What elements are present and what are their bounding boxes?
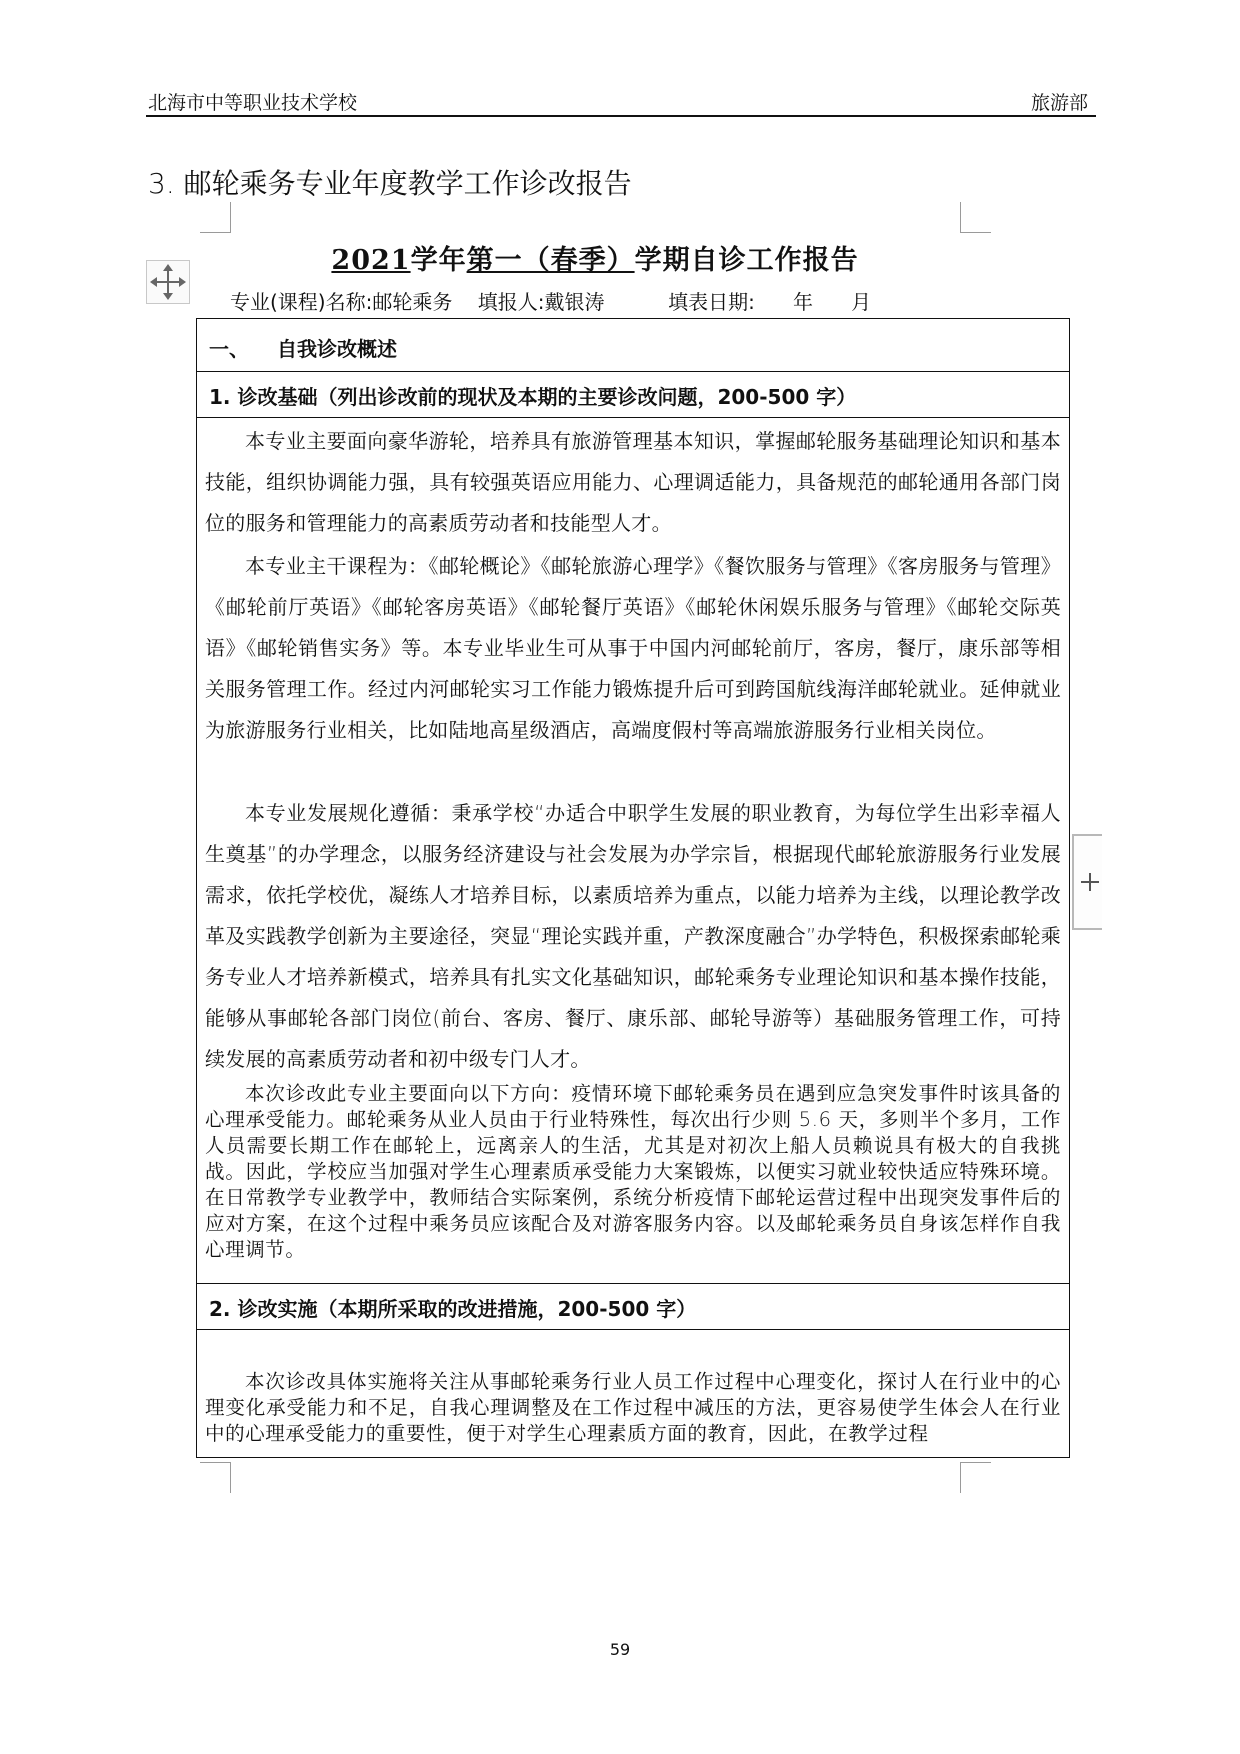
section1-title: 自我诊改概述 <box>277 337 397 361</box>
row-divider <box>197 1283 1069 1284</box>
crop-mark-top-left <box>200 202 231 233</box>
plus-icon <box>1080 872 1100 892</box>
section-title: 3. 邮轮乘务专业年度教学工作诊改报告 <box>148 167 632 200</box>
report-table <box>196 318 1070 1458</box>
move-arrows-icon <box>147 261 189 303</box>
table-add-row-handle[interactable] <box>1072 834 1102 930</box>
row-divider <box>197 1329 1069 1330</box>
header-divider <box>146 115 1096 117</box>
page-header-school: 北海市中等职业技术学校 <box>148 92 358 114</box>
report-title <box>200 238 990 277</box>
section1-number: 一、 <box>209 337 249 361</box>
page-header-department: 旅游部 <box>1030 92 1088 114</box>
report-title-end: 学期自诊工作报告 <box>634 245 859 276</box>
crop-mark-top-right <box>960 202 991 233</box>
part1-paragraph-3: 本专业发展规化遵循：秉承学校“办适合中职学生发展的职业教育，为每位学生出彩幸福人生奠基”的办学理念，以服务经济建设与社会发展为办学宗旨，根据现代邮轮旅游服务行业发展需求，依托学校优，凝练人才培养目标，以素质培养为重点，以能力培养为主线，以理论教学改革及实践教学创新为主要途径，突显“理论实践并重，产教深度融合”办学特色，积极探索邮轮乘务专业人才培养新模式，培养具有扎实文化基础知识，邮轮乘务专业理论知识和基本操作技能，能够从事邮轮各部门岗位(前台、客房、餐厅、康乐部、邮轮导游等）基础服务管理工作，可持续发展的高素质劳动者和初中级专门人才。 <box>205 801 1061 1071</box>
row-divider <box>197 371 1069 372</box>
crop-mark-bottom-right <box>960 1462 991 1493</box>
part2-heading: 2. 诊改实施（本期所采取的改进措施，200-500 字） <box>209 1297 697 1321</box>
page-number: 59 <box>609 1640 631 1659</box>
crop-mark-bottom-left <box>200 1462 231 1493</box>
part1-paragraph-4: 本次诊改此专业主要面向以下方向：疫情环境下邮轮乘务员在遇到应急突发事件时该具备的心理承受能力。邮轮乘务从业人员由于行业特殊性，每次出行少则 5.6 天，多则半个多月，工作人员需要长期工作在邮轮上，远离亲人的生活，尤其是对初次上船人员赖说具有极大的自我挑战。因此，学校应当加强对学生心理素质承受能力大案锻炼，以便实习就业较快适应特殊环境。在日常教学专业教学中，教师结合实际案例，系统分析疫情下邮轮运营过程中出现突发事件后的应对方案，在这个过程中乘务员应该配合及对游客服务内容。以及邮轮乘务员自身该怎样作自我心理调节。 <box>205 1082 1061 1261</box>
part2-paragraph-1: 本次诊改具体实施将关注从事邮轮乘务行业人员工作过程中心理变化，探讨人在行业中的心理变化承受能力和不足，自我心理调整及在工作过程中减压的方法，更容易使学生体会人在行业中的心理承受能力的重要性，便于对学生心理素质方面的教育，因此，在教学过程 <box>205 1370 1061 1445</box>
row-divider <box>197 417 1069 418</box>
part1-paragraph-2: 本专业主干课程为：《邮轮概论》《邮轮旅游心理学》《餐饮服务与管理》《客房服务与管理》《邮轮前厅英语》《邮轮客房英语》《邮轮餐厅英语》《邮轮休闲娱乐服务与管理》《邮轮交际英语》《邮轮销售实务》等。本专业毕业生可从事于中国内河邮轮前厅，客房，餐厅，康乐部等相关服务管理工作。经过内河邮轮实习工作能力锻炼提升后可到跨国航线海洋邮轮就业。延伸就业为旅游服务行业相关，比如陆地高星级酒店，高端度假村等高端旅游服务行业相关岗位。 <box>205 554 1061 742</box>
report-title-year: 2021 <box>331 245 411 276</box>
table-move-handle[interactable] <box>146 260 190 304</box>
part1-paragraph-1: 本专业主要面向豪华游轮，培养具有旅游管理基本知识，掌握邮轮服务基础理论知识和基本技能，组织协调能力强，具有较强英语应用能力、心理调适能力，具备规范的邮轮通用各部门岗位的服务和管理能力的高素质劳动者和技能型人才。 <box>205 429 1061 535</box>
part1-heading: 1. 诊改基础（列出诊改前的现状及本期的主要诊改问题，200-500 字） <box>209 385 857 409</box>
section1-heading <box>209 333 397 362</box>
report-info-line: 专业(课程)名称:邮轮乘务 填报人:戴银涛 填表日期: 年 月 <box>230 290 872 314</box>
report-title-term: 第一（春季） <box>466 245 635 276</box>
report-title-mid: 学年 <box>410 245 467 276</box>
